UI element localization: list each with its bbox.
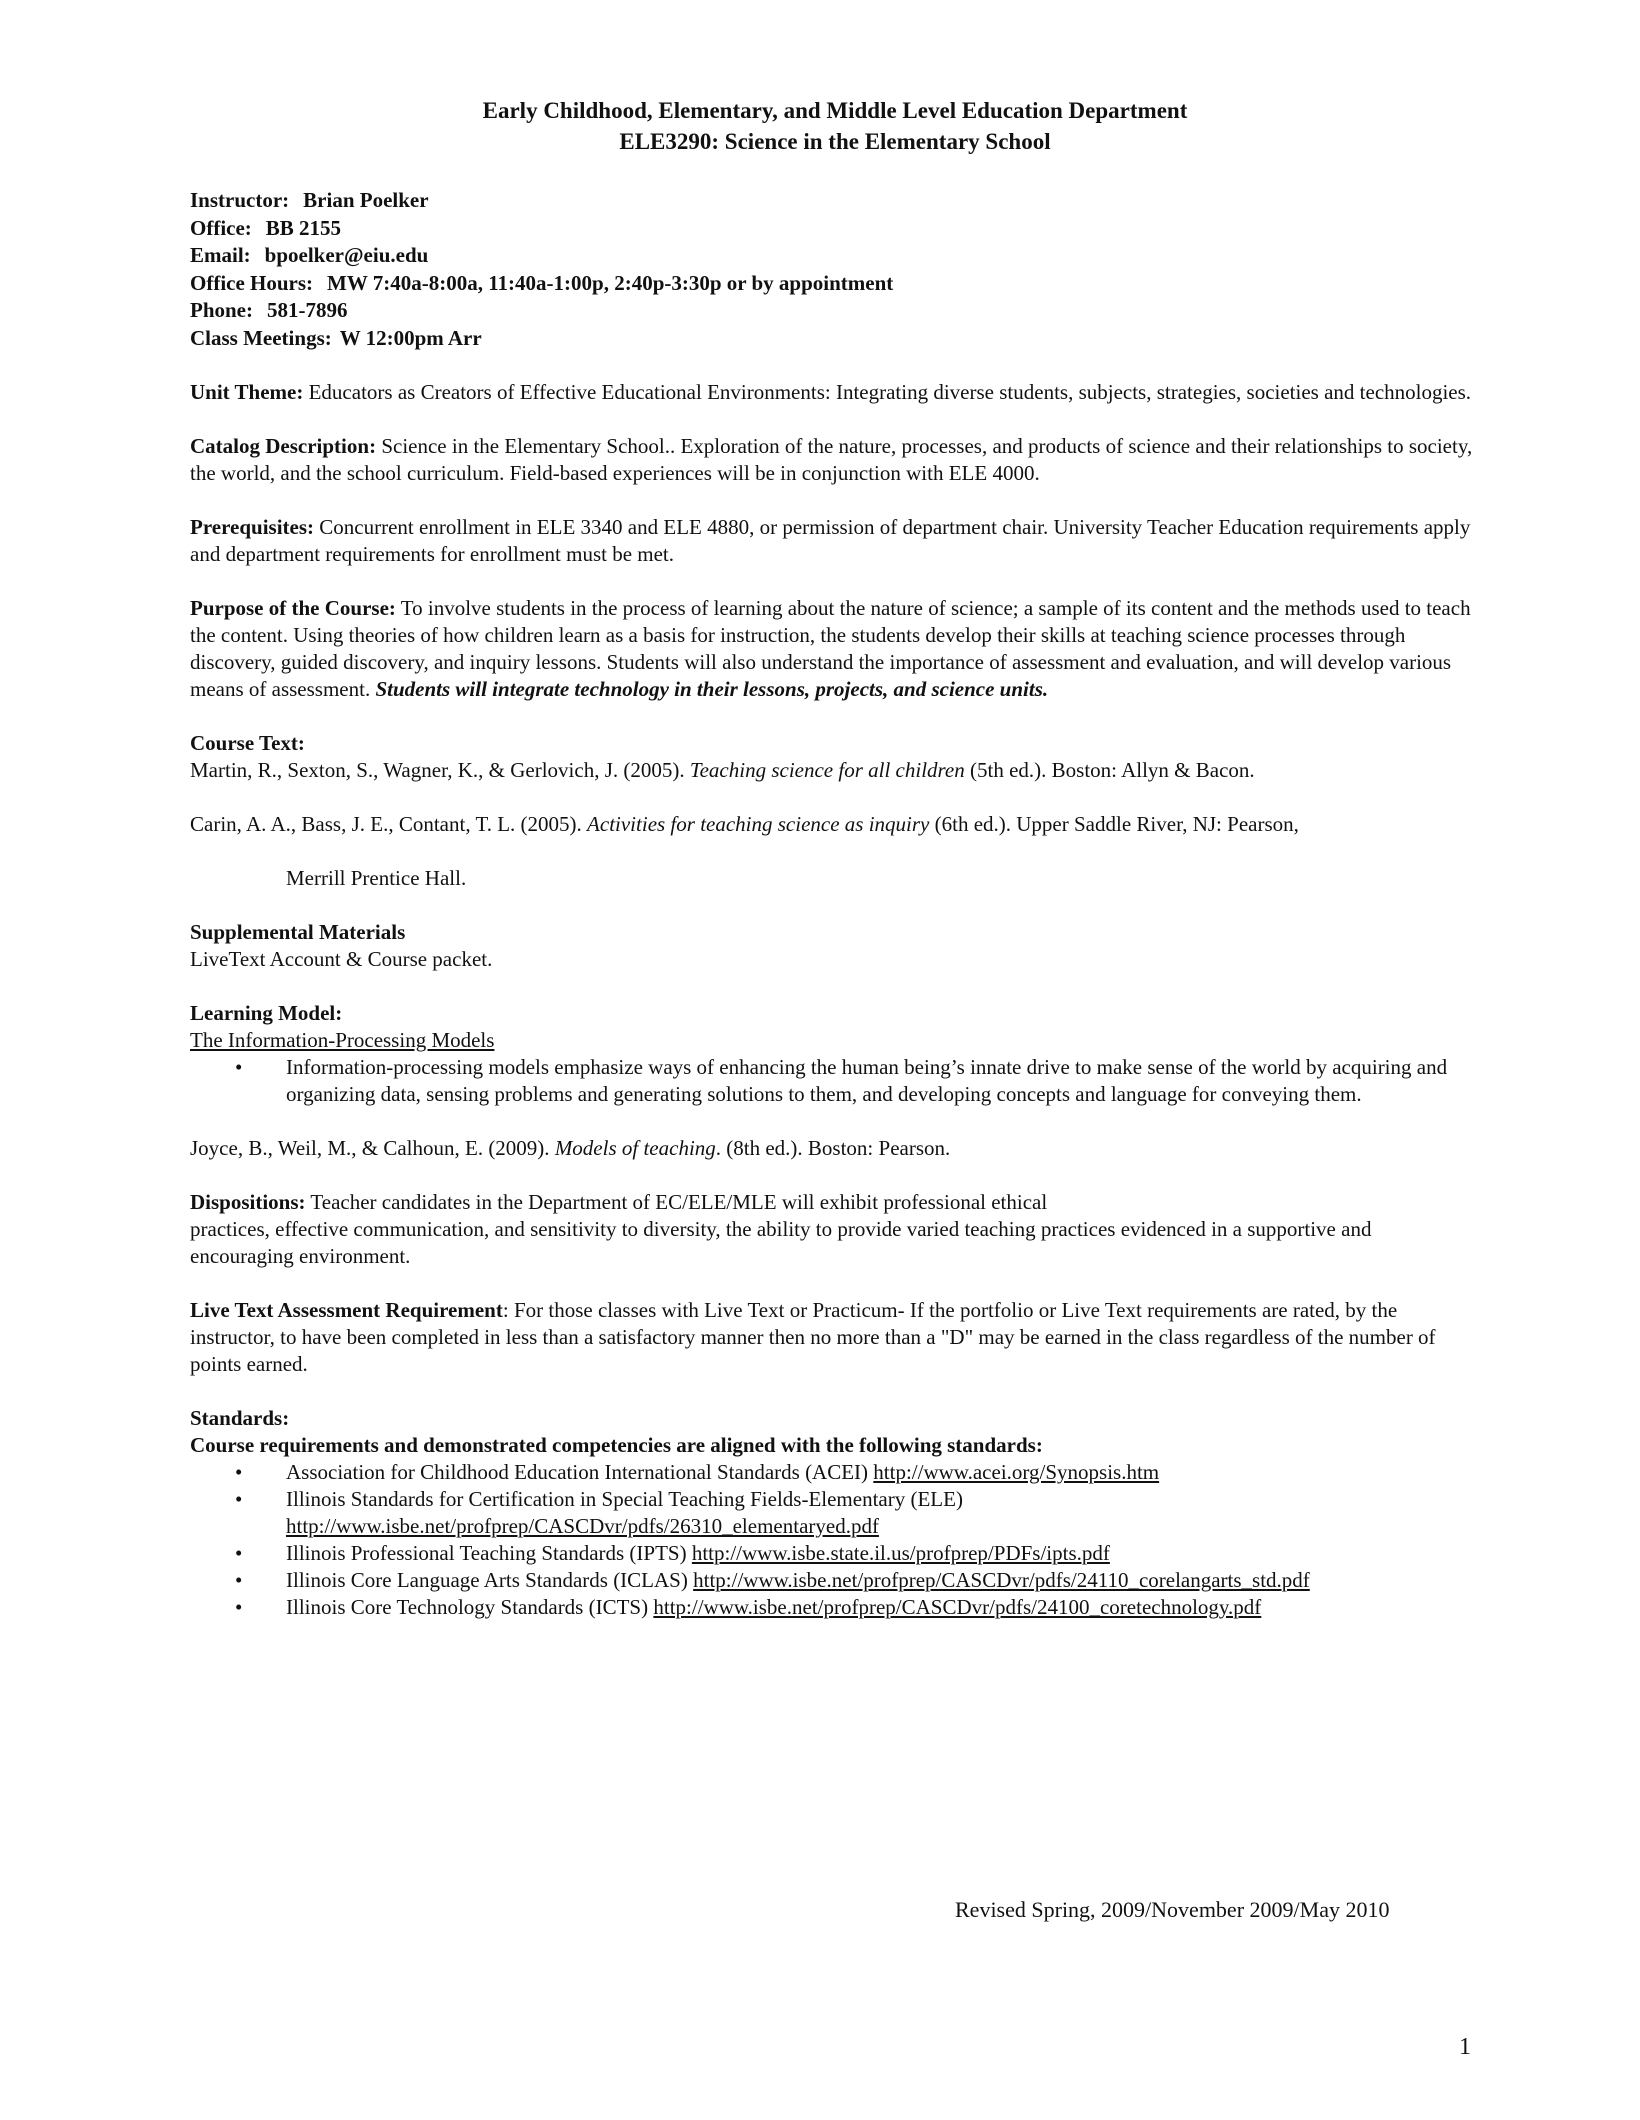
page-number: 1 bbox=[1459, 2034, 1471, 2060]
course-title: ELE3290: Science in the Elementary School bbox=[619, 129, 1051, 154]
prereq-text: Concurrent enrollment in ELE 3340 and ELE 4880, or permission of department chair. University Teacher Education requirements apply and department requirements for enrollment must be met. bbox=[190, 515, 1471, 566]
office-line bbox=[190, 215, 1480, 243]
supplemental-label: Supplemental Materials bbox=[190, 920, 406, 944]
ref3-publisher: . (8th ed.). Boston: Pearson. bbox=[715, 1136, 951, 1160]
list-item bbox=[190, 1054, 1480, 1108]
email-line bbox=[190, 242, 1480, 270]
prerequisites bbox=[190, 514, 1480, 568]
bullet-icon: • bbox=[235, 1568, 243, 1592]
supplemental-materials bbox=[190, 919, 1480, 973]
standard-text: Illinois Core Technology Standards (ICTS) bbox=[286, 1595, 654, 1619]
reference-carin-continued: Merrill Prentice Hall. bbox=[286, 866, 467, 890]
email-value: bpoelker@eiu.edu bbox=[264, 243, 429, 267]
standards-list bbox=[190, 1459, 1480, 1621]
department-title: Early Childhood, Elementary, and Middle Level Education Department bbox=[482, 98, 1188, 123]
ref2-authors: Carin, A. A., Bass, J. E., Contant, T. L. (2005). bbox=[190, 812, 588, 836]
standard-link-icts[interactable]: http://www.isbe.net/profprep/CASCDvr/pdfs/24100_coretechnology.pdf bbox=[653, 1595, 1262, 1619]
dispositions-text2: practices, effective communication, and sensitivity to diversity, the ability to provide varied teaching practices evidenced in a supportive and encouraging environment. bbox=[190, 1217, 1372, 1268]
catalog-label: Catalog Description: bbox=[190, 434, 377, 458]
hours-label: Office Hours: bbox=[190, 270, 314, 295]
meetings-label: Class Meetings: bbox=[190, 325, 332, 350]
revision-note: Revised Spring, 2009/November 2009/May 2010 bbox=[955, 1897, 1390, 1922]
ref3-authors: Joyce, B., Weil, M., & Calhoun, E. (2009). bbox=[190, 1136, 555, 1160]
list-item bbox=[190, 1567, 1480, 1594]
meetings-line bbox=[190, 325, 1480, 353]
unit-theme bbox=[190, 379, 1480, 406]
standards bbox=[190, 1405, 1480, 1621]
learning-model-label: Learning Model: bbox=[190, 1001, 343, 1025]
phone-line bbox=[190, 297, 1480, 325]
instructor-info bbox=[190, 187, 1480, 352]
bullet-icon: • bbox=[235, 1487, 243, 1511]
catalog-text: Science in the Elementary School.. Exploration of the nature, processes, and products of science and their relationships to society, the world, and the school curriculum. Field-based experiences will be in conjunction with ELE 4000. bbox=[190, 434, 1473, 485]
list-item bbox=[190, 1486, 1480, 1540]
phone-value: 581-7896 bbox=[267, 298, 348, 322]
livetext-requirement bbox=[190, 1297, 1480, 1378]
ref1-title: Teaching science for all children bbox=[689, 758, 965, 782]
list-item bbox=[190, 1594, 1480, 1621]
list-item bbox=[190, 1540, 1480, 1567]
learning-model-subtitle: The Information-Processing Models bbox=[190, 1028, 495, 1052]
course-text bbox=[190, 730, 1480, 892]
standard-text: Illinois Standards for Certification in Special Teaching Fields-Elementary (ELE) bbox=[286, 1487, 963, 1511]
standard-link-ele[interactable]: http://www.isbe.net/profprep/CASCDvr/pdfs/26310_elementaryed.pdf bbox=[286, 1514, 879, 1538]
standards-label: Standards: bbox=[190, 1406, 290, 1430]
learning-model-list bbox=[190, 1054, 1480, 1108]
supplemental-text: LiveText Account & Course packet. bbox=[190, 947, 493, 971]
bullet-icon: • bbox=[235, 1460, 243, 1484]
dispositions-line1 bbox=[190, 1189, 1480, 1216]
livetext-text: : For those classes with Live Text or Practicum- If the portfolio or Live Text requirements are rated, by the instructor, to have been completed in less than a satisfactory manner then no more than a "D" may be earned in the class regardless of the number of points earned. bbox=[190, 1298, 1436, 1376]
dispositions bbox=[190, 1189, 1480, 1270]
bullet-icon: • bbox=[235, 1541, 243, 1565]
unit-theme-label: Unit Theme: bbox=[190, 380, 304, 404]
bullet-icon: • bbox=[235, 1595, 243, 1619]
instructor-label: Instructor: bbox=[190, 188, 290, 212]
learning-model bbox=[190, 1000, 1480, 1162]
learning-model-bullet: Information-processing models emphasize ways of enhancing the human being’s innate drive to make sense of the world by acquiring and organizing data, sensing problems and generating solutions to them, and developing concepts and language for conveying them. bbox=[286, 1055, 1448, 1106]
standard-link-iclas[interactable]: http://www.isbe.net/profprep/CASCDvr/pdfs/24110_corelangarts_std.pdf bbox=[693, 1568, 1310, 1592]
syllabus-page bbox=[190, 95, 1480, 1621]
dispositions-text1: Teacher candidates in the Department of EC/ELE/MLE will exhibit professional ethical bbox=[305, 1190, 1048, 1214]
course-text-label: Course Text: bbox=[190, 731, 305, 755]
hours-line bbox=[190, 270, 1480, 298]
meetings-value: W 12:00pm Arr bbox=[339, 325, 482, 350]
bullet-icon: • bbox=[235, 1055, 243, 1079]
ref2-title: Activities for teaching science as inquiry bbox=[587, 812, 930, 836]
dispositions-label: Dispositions: bbox=[190, 1190, 306, 1214]
catalog-description bbox=[190, 433, 1480, 487]
instructor-name: Brian Poelker bbox=[303, 188, 429, 212]
standard-text: Illinois Professional Teaching Standards (IPTS) bbox=[286, 1541, 692, 1565]
ref1-publisher: (5th ed.). Boston: Allyn & Bacon. bbox=[964, 758, 1255, 782]
reference-martin bbox=[190, 757, 1480, 784]
prereq-label: Prerequisites: bbox=[190, 515, 315, 539]
reference-carin bbox=[190, 811, 1480, 838]
ref3-title: Models of teaching bbox=[554, 1136, 716, 1160]
standard-link-acei[interactable]: http://www.acei.org/Synopsis.htm bbox=[873, 1460, 1160, 1484]
ref1-authors: Martin, R., Sexton, S., Wagner, K., & Gerlovich, J. (2005). bbox=[190, 758, 690, 782]
instructor-line bbox=[190, 187, 1480, 215]
list-item bbox=[190, 1459, 1480, 1486]
standards-intro: Course requirements and demonstrated competencies are aligned with the following standards: bbox=[190, 1433, 1043, 1457]
purpose-text: To involve students in the process of learning about the nature of science; a sample of its content and the methods used to teach the content. Using theories of how children learn as a basis for instruction, the students develop their skills at teaching science processes through discovery, guided discovery, and inquiry lessons. Students will also understand the importance of assessment and evaluation, and will develop various means of assessment. bbox=[190, 596, 1471, 701]
phone-label: Phone: bbox=[190, 298, 253, 322]
purpose-emphasis: Students will integrate technology in their lessons, projects, and science units. bbox=[375, 677, 1049, 701]
standard-text: Illinois Core Language Arts Standards (ICLAS) bbox=[286, 1568, 694, 1592]
ref2-publisher: (6th ed.). Upper Saddle River, NJ: Pearson, bbox=[929, 812, 1299, 836]
purpose-label: Purpose of the Course: bbox=[190, 596, 396, 620]
reference-joyce bbox=[190, 1135, 1480, 1162]
office-value: BB 2155 bbox=[265, 215, 342, 240]
livetext-label: Live Text Assessment Requirement bbox=[190, 1298, 503, 1322]
unit-theme-text: Educators as Creators of Effective Educational Environments: Integrating diverse students, subjects, strategies, societies and technologies. bbox=[303, 380, 1472, 404]
email-label: Email: bbox=[190, 243, 251, 267]
course-purpose bbox=[190, 595, 1480, 703]
document-header bbox=[190, 95, 1480, 157]
standard-link-ipts[interactable]: http://www.isbe.state.il.us/profprep/PDFs/ipts.pdf bbox=[691, 1541, 1110, 1565]
office-label: Office: bbox=[190, 215, 252, 240]
standard-text: Association for Childhood Education International Standards (ACEI) bbox=[286, 1460, 874, 1484]
hours-value: MW 7:40a-8:00a, 11:40a-1:00p, 2:40p-3:30p or by appointment bbox=[327, 270, 894, 295]
